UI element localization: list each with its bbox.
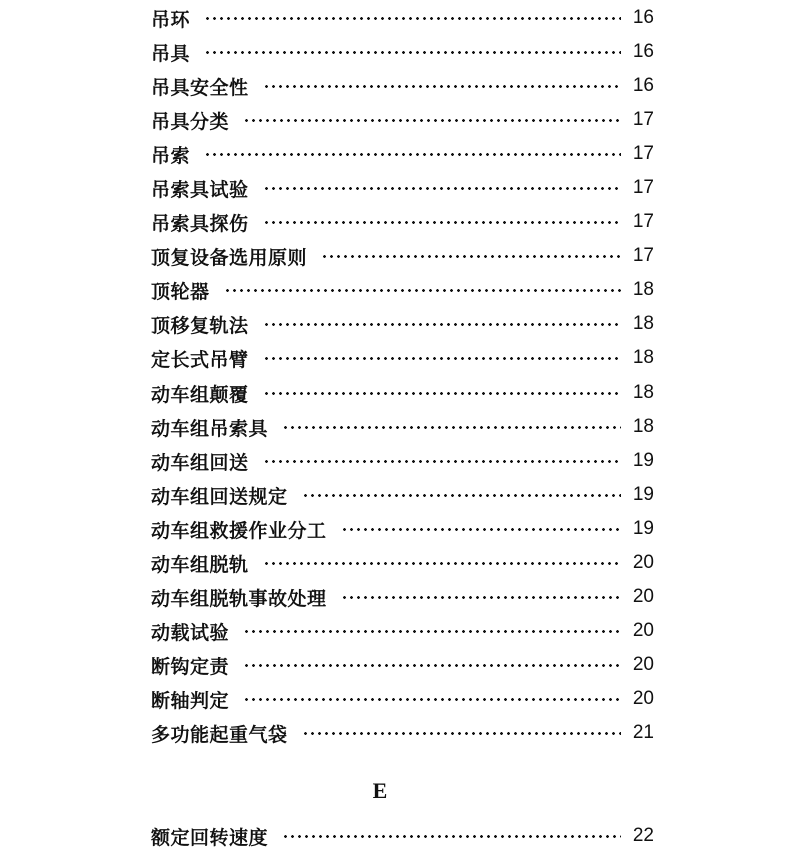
page-number: 17	[632, 143, 654, 164]
page-number: 19	[632, 450, 654, 471]
index-term: 多功能起重气袋	[151, 723, 288, 746]
index-term: 断钩定责	[151, 655, 230, 678]
page-number: 18	[632, 279, 654, 300]
index-entry	[151, 512, 654, 546]
dot-leader	[243, 698, 621, 701]
dot-leader	[243, 664, 621, 667]
index-entry	[151, 376, 654, 410]
dot-leader	[204, 51, 621, 54]
page-number: 20	[632, 620, 654, 641]
index-entry	[151, 35, 654, 69]
dot-leader	[282, 426, 621, 429]
dot-leader	[263, 392, 621, 395]
page-number: 16	[632, 7, 654, 28]
dot-leader	[243, 119, 621, 122]
page-number: 19	[632, 484, 654, 505]
page-number: 20	[632, 688, 654, 709]
index-entry	[151, 819, 654, 853]
index-entry	[151, 341, 654, 375]
page-number: 17	[632, 109, 654, 130]
dot-leader	[341, 596, 621, 599]
page-number: 18	[632, 313, 654, 334]
index-term: 顶移复轨法	[151, 314, 249, 337]
dot-leader	[302, 732, 621, 735]
dot-leader	[263, 323, 621, 326]
index-term: 吊索具试验	[151, 178, 249, 201]
dot-leader	[302, 494, 621, 497]
index-entry	[151, 205, 654, 239]
page-number: 22	[632, 825, 654, 846]
index-term: 额定回转速度	[151, 826, 269, 849]
dot-leader	[263, 85, 621, 88]
page-number: 21	[632, 722, 654, 743]
index-term: 动车组救援作业分工	[151, 519, 327, 542]
index-term: 动车组回送	[151, 451, 249, 474]
index-entry	[151, 273, 654, 307]
section-heading-letter: E	[372, 778, 388, 803]
index-term: 顶轮器	[151, 280, 210, 303]
index-entry	[151, 682, 654, 716]
index-term: 动载试验	[151, 621, 230, 644]
index-entry	[151, 137, 654, 171]
index-entry	[151, 580, 654, 614]
index-term: 动车组脱轨	[151, 553, 249, 576]
index-term: 吊具分类	[151, 110, 230, 133]
dot-leader	[204, 153, 621, 156]
index-term: 断轴判定	[151, 689, 230, 712]
index-entry	[151, 716, 654, 750]
index-entry	[151, 648, 654, 682]
dot-leader	[263, 187, 621, 190]
index-term: 定长式吊臂	[151, 348, 249, 371]
index-entry	[151, 1, 654, 35]
dot-leader	[263, 460, 621, 463]
page-number: 17	[632, 211, 654, 232]
page-number: 18	[632, 416, 654, 437]
index-entry	[151, 103, 654, 137]
index-term: 吊具	[151, 42, 191, 65]
page-number: 17	[632, 177, 654, 198]
index-term: 顶复设备选用原则	[151, 246, 308, 269]
index-term: 吊环	[151, 8, 191, 31]
index-term: 动车组脱轨事故处理	[151, 587, 327, 610]
dot-leader	[263, 357, 621, 360]
dot-leader	[321, 255, 621, 258]
dot-leader	[263, 221, 621, 224]
dot-leader	[282, 835, 621, 838]
page-number: 16	[632, 41, 654, 62]
index-entry	[151, 410, 654, 444]
index-entry	[151, 171, 654, 205]
page-number: 18	[632, 347, 654, 368]
index-term: 吊索具探伤	[151, 212, 249, 235]
index-entry	[151, 546, 654, 580]
page-number: 18	[632, 382, 654, 403]
index-term: 动车组吊索具	[151, 417, 269, 440]
page-number: 16	[632, 75, 654, 96]
dot-leader	[224, 289, 621, 292]
index-entry	[151, 444, 654, 478]
dot-leader	[243, 630, 621, 633]
index-entry	[151, 69, 654, 103]
page-number: 20	[632, 552, 654, 573]
dot-leader	[263, 562, 621, 565]
index-term: 动车组回送规定	[151, 485, 288, 508]
page-number: 20	[632, 654, 654, 675]
index-entry	[151, 614, 654, 648]
index-entry	[151, 307, 654, 341]
index-term: 吊索	[151, 144, 191, 167]
page-number: 17	[632, 245, 654, 266]
index-term: 吊具安全性	[151, 76, 249, 99]
dot-leader	[341, 528, 621, 531]
dot-leader	[204, 17, 621, 20]
page-number: 20	[632, 586, 654, 607]
index-term: 动车组颠覆	[151, 383, 249, 406]
index-entry	[151, 239, 654, 273]
page-number: 19	[632, 518, 654, 539]
index-entry	[151, 478, 654, 512]
